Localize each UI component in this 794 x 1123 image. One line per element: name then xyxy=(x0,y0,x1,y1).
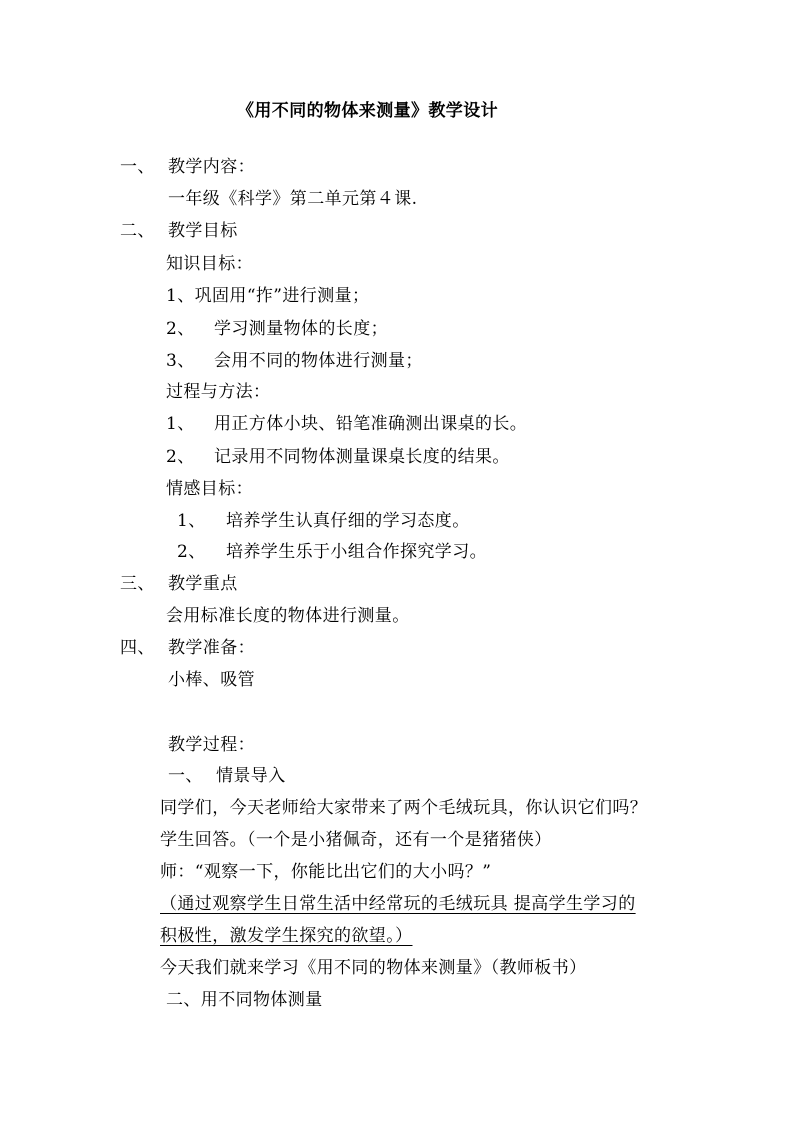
process-note-line-2: 积极性，激发学生探究的欲望。） xyxy=(160,926,413,946)
knowledge-item-2-number: 2、 xyxy=(166,319,195,339)
process-line-2: 学生回答。（一个是小猪佩奇，还有一个是猪猪侠） xyxy=(160,830,552,850)
process-item-2-number: 2、 xyxy=(166,447,195,467)
section-3-content: 会用标准长度的物体进行测量。 xyxy=(166,606,410,626)
knowledge-item-1: 1、巩固用“拃”进行测量； xyxy=(166,286,370,306)
knowledge-item-3-number: 3、 xyxy=(166,351,195,371)
knowledge-item-3: 会用不同的物体进行测量； xyxy=(214,351,423,371)
section-4-content: 小棒、吸管 xyxy=(168,670,255,690)
emotion-item-2: 培养学生乐于小组合作探究学习。 xyxy=(226,542,487,562)
emotion-item-2-number: 2、 xyxy=(177,542,206,562)
process-item-1: 用正方体小块、铅笔准确测出课桌的长。 xyxy=(214,414,528,434)
process-line-4: 今天我们就来学习《用不同的物体来测量》（教师板书） xyxy=(160,958,587,978)
section-4-number: 四、 xyxy=(120,638,155,658)
knowledge-item-2: 学习测量物体的长度； xyxy=(214,319,388,339)
section-3-number: 三、 xyxy=(120,574,155,594)
section-2-heading: 教学目标 xyxy=(168,221,238,241)
process-line-3: 师：“观察一下，你能比出它们的大小吗？” xyxy=(160,862,492,882)
process-part-1-heading: 情景导入 xyxy=(216,766,286,786)
process-line-1: 同学们，今天老师给大家带来了两个毛绒玩具，你认识它们吗？ xyxy=(160,798,648,818)
section-1-number: 一、 xyxy=(120,157,155,177)
section-3-heading: 教学重点 xyxy=(168,574,238,594)
emotion-label: 情感目标： xyxy=(166,479,253,499)
process-part-1-number: 一、 xyxy=(168,766,203,786)
process-item-2: 记录用不同物体测量课桌长度的结果。 xyxy=(214,447,510,467)
teaching-process-label: 教学过程： xyxy=(168,735,255,755)
emotion-item-1-number: 1、 xyxy=(177,511,206,531)
process-method-label: 过程与方法： xyxy=(166,382,271,402)
process-part-2-heading: 二、用不同物体测量 xyxy=(166,990,323,1010)
section-2-number: 二、 xyxy=(120,221,155,241)
document-title: 《用不同的物体来测量》教学设计 xyxy=(237,101,498,121)
process-note-line-1: （通过观察学生日常生活中经常玩的毛绒玩具 提高学生学习的 xyxy=(160,894,636,914)
section-4-heading: 教学准备： xyxy=(168,638,255,658)
knowledge-label: 知识目标： xyxy=(166,254,253,274)
emotion-item-1: 培养学生认真仔细的学习态度。 xyxy=(226,511,470,531)
section-1-heading: 教学内容： xyxy=(168,157,255,177)
process-item-1-number: 1、 xyxy=(166,414,195,434)
section-1-content: 一年级《科学》第二单元第４课. xyxy=(168,189,418,209)
